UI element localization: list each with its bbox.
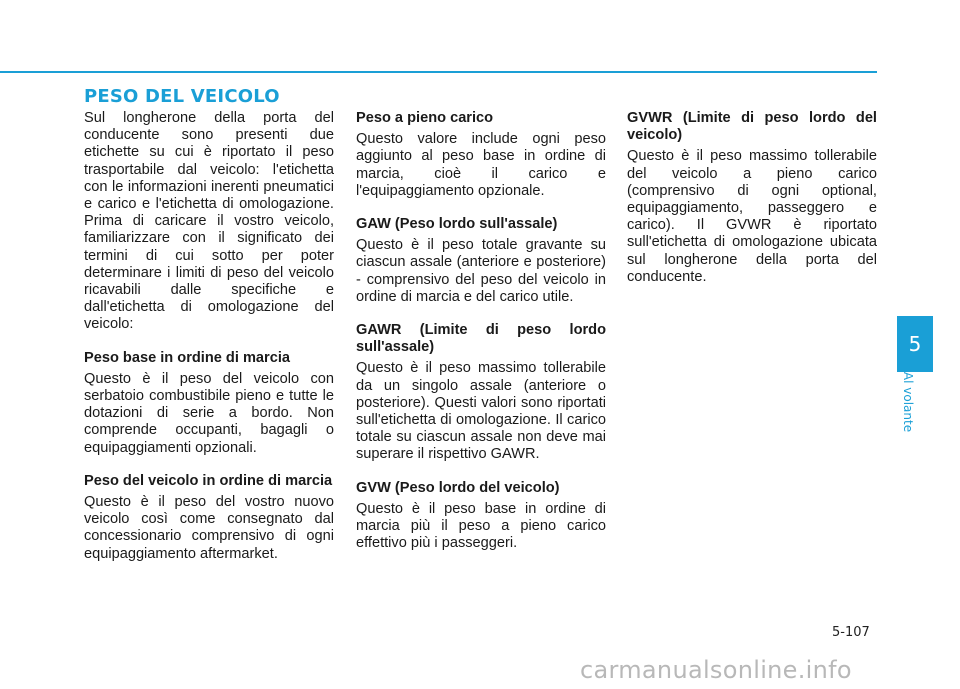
section-heading-gawr: GAWR (Limite di peso lordo sull'assale) (356, 322, 606, 356)
column-3 (627, 110, 877, 286)
chapter-label: Al volante (901, 371, 915, 433)
chapter-number: 5 (908, 332, 922, 356)
section-heading-gvwr: GVWR (Limite di peso lordo del veicolo) (627, 110, 877, 144)
section-heading-gvw: GVW (Peso lordo del veicolo) (356, 479, 560, 496)
column-2 (356, 110, 606, 552)
section-heading-peso-pieno-carico: Peso a pieno carico (356, 110, 494, 126)
page-title: PESO DEL VEICOLO (84, 86, 280, 107)
chapter-tab (897, 316, 933, 372)
section-heading-gaw: GAW (Peso lordo sull'assale) (356, 216, 558, 233)
section-heading-peso-veicolo: Peso del veicolo in ordine di marcia (84, 472, 333, 489)
section-text-gvwr: Questo è il peso massimo tollerabile del veicolo a pieno carico (comprensivo di ogni optional, equipaggiamento, passeggero e carico). Il GVWR è riportato sull'etichetta di omologazione ubicata sul longherone della porta del conducente. (627, 148, 877, 285)
section-text-gawr: Questo è il peso massimo tollerabile da un singolo assale (anteriore o posteriore). Questi valori sono riportati sull'etichetta di omologazione. Il carico totale su ciascun assale non deve mai superare il rispettivo GAWR. (356, 360, 606, 463)
section-text-peso-pieno-carico: Questo valore include ogni peso aggiunto al peso base in ordine di marcia, cioè il carico e l'equipaggiamento opzionale. (356, 131, 606, 199)
section-text-gvw: Questo è il peso base in ordine di marcia più il peso a pieno carico effettivo più i passeggeri. (356, 500, 606, 552)
header-rule (0, 71, 877, 73)
section-heading-peso-base: Peso base in ordine di marcia (84, 349, 291, 366)
column-1 (84, 110, 334, 563)
page-number: 5-107 (832, 625, 870, 640)
watermark: carmanualsonline.info (580, 656, 852, 684)
section-text-gaw: Questo è il peso totale gravante su ciascun assale (anteriore e posteriore) - comprensivo del peso del veicolo in ordine di marcia e del carico utile. (356, 237, 606, 305)
intro-paragraph: Sul longherone della porta del conducente sono presenti due etichette su cui è riportato il peso trasportabile dal veicolo: l'etichetta con le informazioni inerenti pneumatici e carico e l'etichetta di omologazione. Prima di caricare il vostro veicolo, familiarizzare con il significato dei termini di cui sotto per poter determinare i limiti di peso del veicolo ricavabili dalle specifiche e dall'etichetta di omologazione del veicolo: (84, 110, 334, 333)
section-text-peso-veicolo: Questo è il peso del vostro nuovo veicolo così come consegnato dal concessionario comprensivo di ogni equipaggiamento aftermarket. (84, 494, 334, 562)
section-text-peso-base: Questo è il peso del veicolo con serbatoio combustibile pieno e tutte le dotazioni di serie a bordo. Non comprende occupanti, bagagli o equipaggiamenti opzionali. (84, 370, 334, 456)
